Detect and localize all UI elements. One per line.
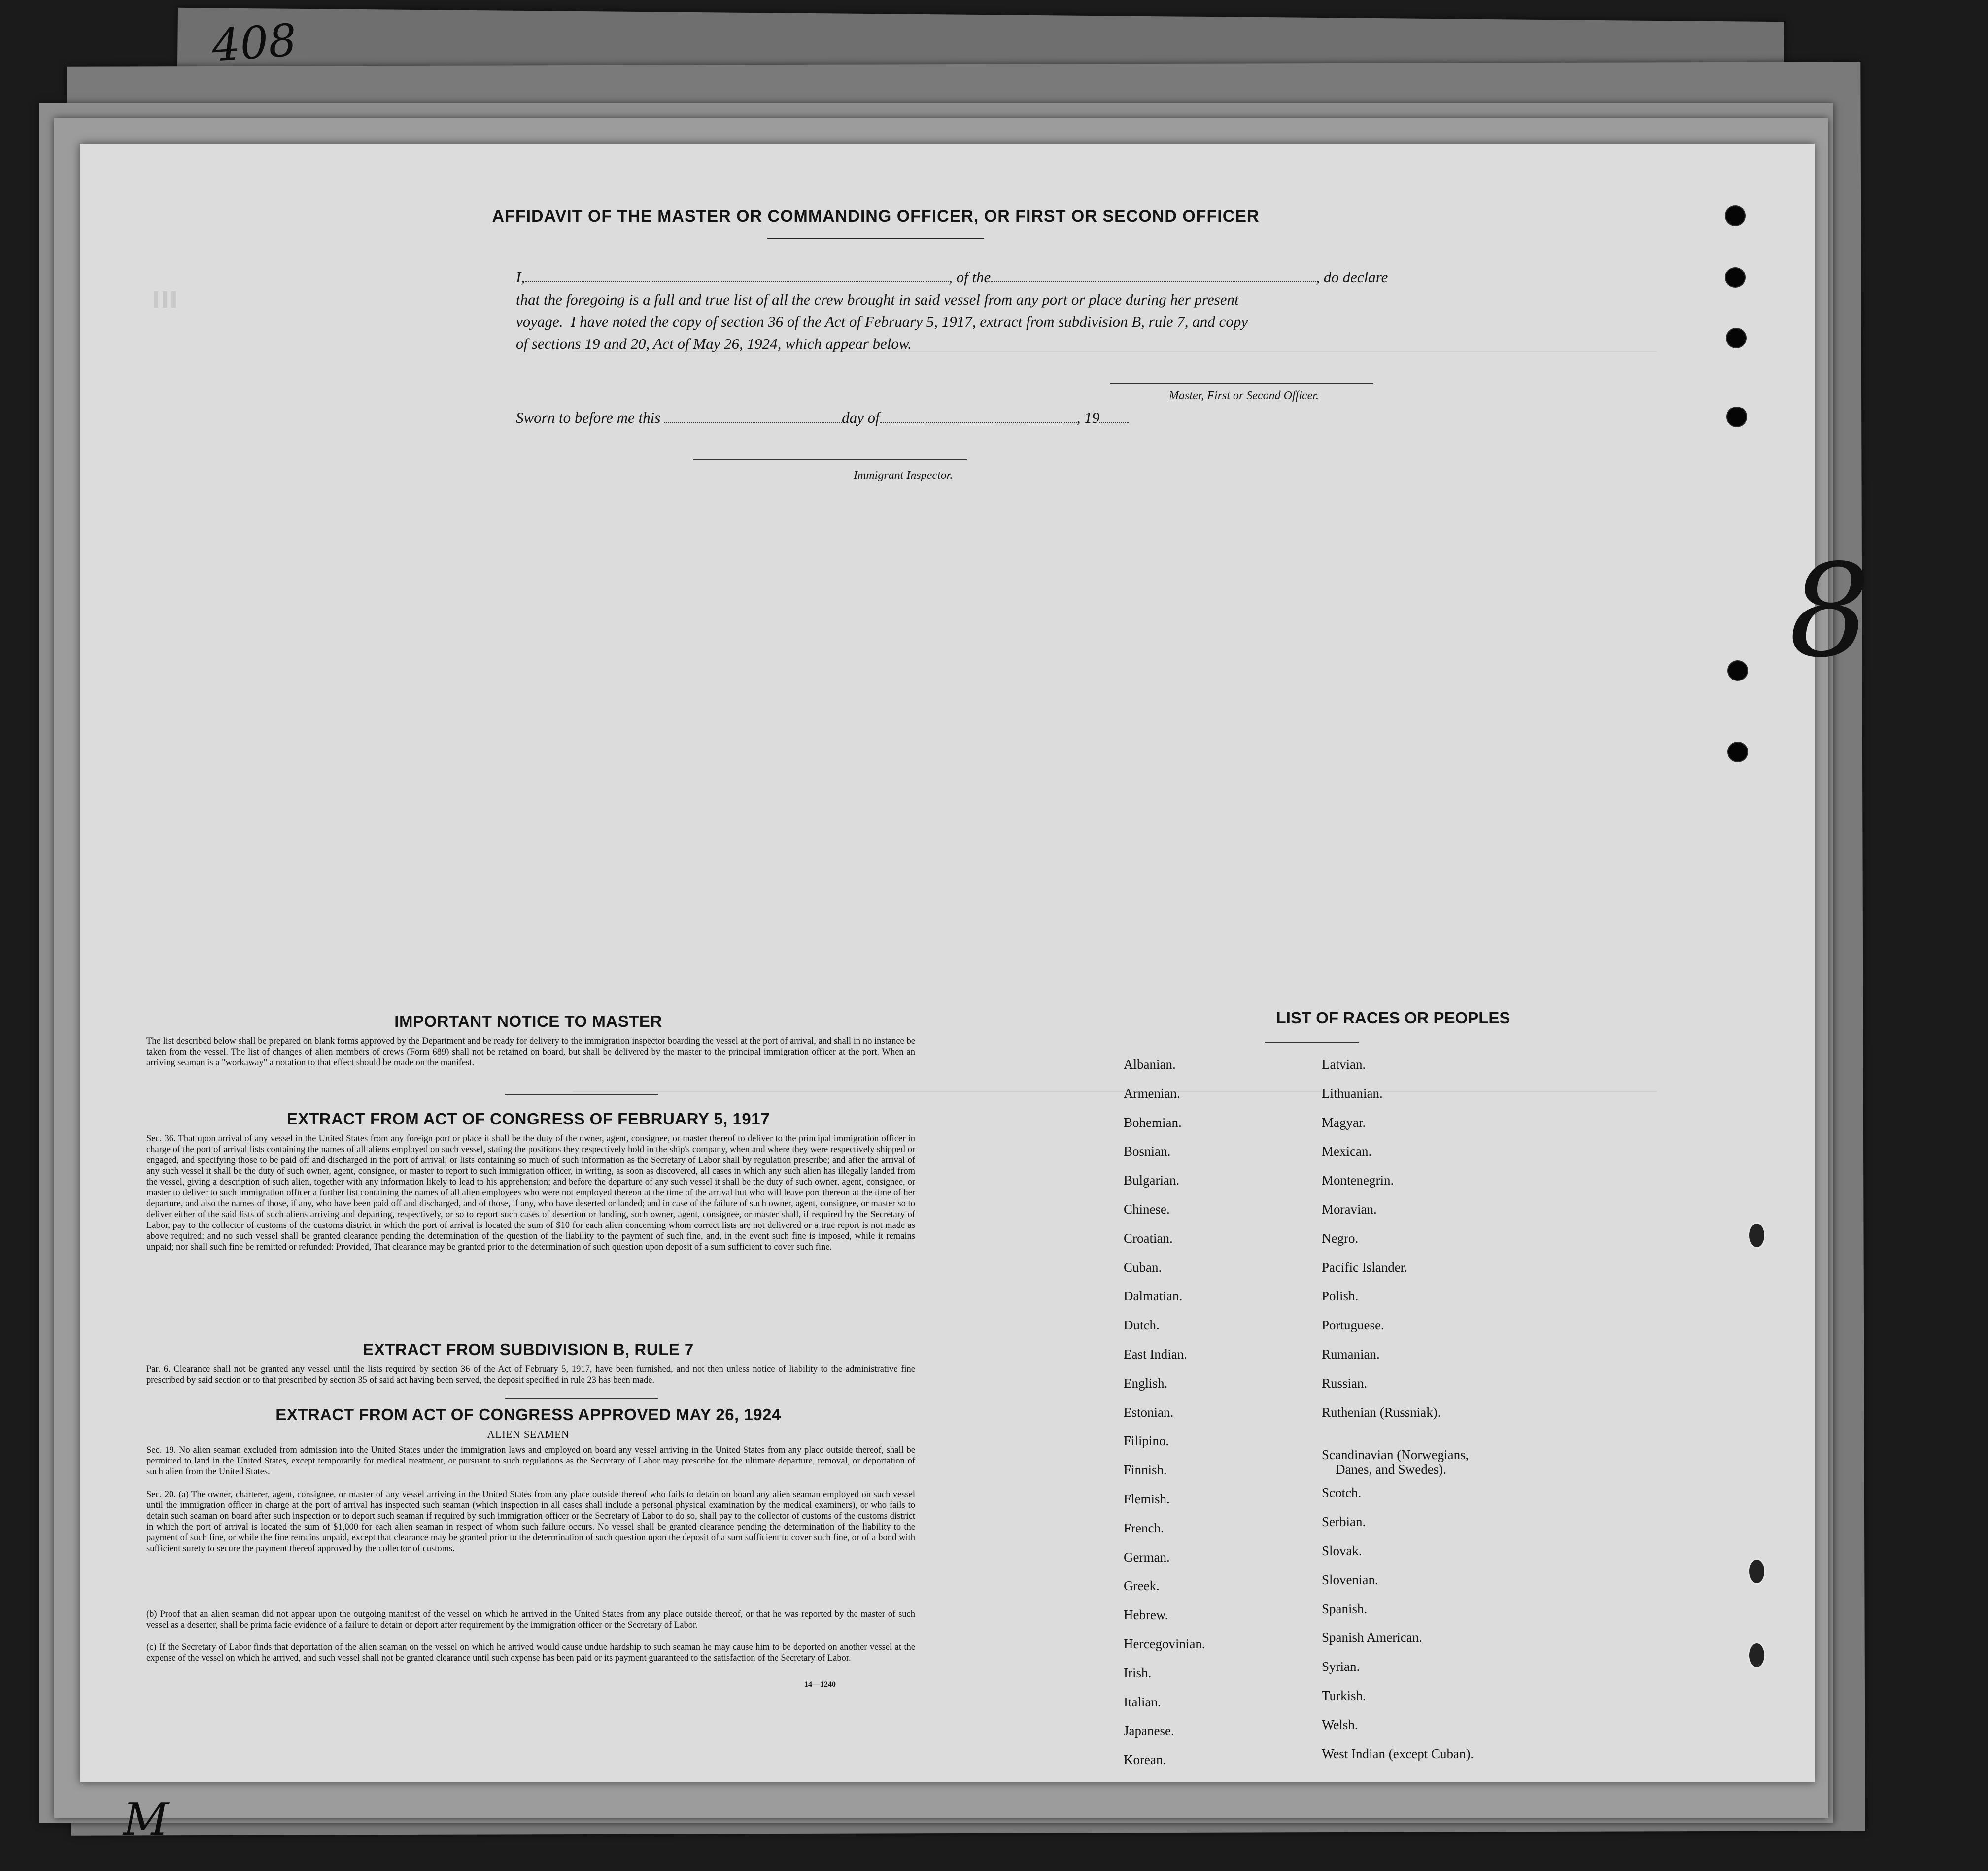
race-item: Albanian.: [1124, 1057, 1176, 1072]
race-item: Bulgarian.: [1124, 1173, 1180, 1188]
year-blank[interactable]: [1099, 422, 1129, 423]
race-item: Montenegrin.: [1322, 1173, 1394, 1188]
race-item: Lithuanian.: [1322, 1086, 1383, 1101]
race-item: Cuban.: [1124, 1259, 1162, 1275]
race-item: Polish.: [1322, 1289, 1359, 1304]
i-label: I,: [516, 269, 525, 286]
alien-seamen-subtitle: ALIEN SEAMEN: [487, 1429, 570, 1440]
punch-hole: [1728, 743, 1747, 761]
extract-rule7-body: Par. 6. Clearance shall not be granted any vessel until the lists required by section 36 of the Act of February 5, 1917, have been furnished, and not then unless notice of liability to the administrative fine prescribed by said section or to that prescribed by section 35 of said act having been served, the deposit specified in rule 23 has been made.: [146, 1364, 915, 1385]
race-item: Dutch.: [1124, 1318, 1160, 1333]
sworn-day-blank[interactable]: [664, 422, 842, 423]
bleed-through: [573, 351, 1657, 1092]
extract-1924-title: EXTRACT FROM ACT OF CONGRESS APPROVED MAY 26, 1924: [275, 1405, 781, 1424]
race-item: Turkish.: [1322, 1688, 1366, 1703]
punch-hole: [1727, 329, 1746, 347]
inspector-signature-label: Immigrant Inspector.: [854, 469, 953, 482]
handwritten-page-note: 408: [210, 14, 299, 72]
race-item: German.: [1124, 1549, 1170, 1565]
day-of-label: day of: [842, 409, 880, 426]
section-rule: [505, 1398, 658, 1399]
affidavit-title: AFFIDAVIT OF THE MASTER OR COMMANDING OFFICER, OR FIRST OR SECOND OFFICER: [492, 207, 1260, 226]
punch-hole: [1726, 206, 1745, 225]
race-item: Japanese.: [1124, 1723, 1174, 1738]
race-item: Greek.: [1124, 1578, 1160, 1594]
notice-title: IMPORTANT NOTICE TO MASTER: [394, 1012, 662, 1030]
punch-hole: [1728, 661, 1747, 680]
race-item: Slovak.: [1322, 1543, 1362, 1558]
extract-1924-sec20a: Sec. 20. (a) The owner, charterer, agent, consignee, or master of any vessel arriving in the United States from any place outside thereof who fails to detain on board any alien seaman employed on such vessel until the immigration officer in charge at the port of arrival has inspected such seaman (which inspection in all cases shall include a personal physical examination by the medical examiners), or who fails to detain such seaman on board after such inspection or to deport such seaman if required by such immigration officer or the Secretary of Labor to do so, shall pay to the collector of customs of the customs district in which the port of arrival is located the sum of $1,000 for each alien seaman in respect of whom such failure occurs. No vessel shall be granted clearance pending the determination of the liability to the payment of such fine, or while the fine remains unpaid, except that clearance may be granted prior to the determination of such question upon the deposit of a sum sufficient to cover such fine, or of a bond with sufficient surety to secure the payment thereof approved by the collector of customs.: [146, 1490, 915, 1554]
races-title: LIST OF RACES OR PEOPLES: [1276, 1009, 1510, 1027]
race-item: Rumanian.: [1322, 1347, 1380, 1361]
race-item: Hebrew.: [1124, 1607, 1168, 1623]
race-item: Chinese.: [1124, 1202, 1170, 1217]
race-item: French.: [1124, 1520, 1164, 1535]
extract-rule7-title: EXTRACT FROM SUBDIVISION B, RULE 7: [363, 1340, 694, 1359]
punch-hole: [1748, 1222, 1766, 1249]
race-item: Negro.: [1322, 1230, 1359, 1246]
notice-body: The list described below shall be prepared on blank forms approved by the Department and be ready for delivery to the immigration inspector boarding the vessel at the port of arrival, and shall in no instance be taken from the vessel. The list of changes of alien members of crews (Form 689) shall not be retained on board, but shall be delivered by the master to the principal immigration officer at the port. When an arriving seaman is a "workaway" a notation to that effect should be made on the manifest.: [146, 1036, 915, 1068]
form-number: 14—1240: [804, 1680, 836, 1689]
race-item: Hercegovinian.: [1124, 1636, 1205, 1651]
of-the-label: , of the: [949, 269, 991, 286]
race-item: Croatian.: [1124, 1230, 1173, 1246]
race-item: Portuguese.: [1322, 1318, 1384, 1333]
affidavit-page: [80, 144, 1815, 1782]
race-item: Finnish.: [1124, 1463, 1167, 1478]
race-item: Slovenian.: [1322, 1572, 1378, 1587]
name-blank[interactable]: [525, 281, 949, 282]
extract-1924-sec19: Sec. 19. No alien seaman excluded from admission into the United States under the immigration laws and employed on board any vessel arriving in the United States from any place outside thereof, shall be permitted to land in the United States, except temporarily for medical treatment, or pursuant to such regulations as the Secretary of Labor may prescribe for the ultimate departure, removal, or deportation of such alien from the United States.: [146, 1445, 915, 1477]
race-item: Mexican.: [1322, 1144, 1372, 1159]
title-rule: [767, 238, 984, 239]
race-item: Armenian.: [1124, 1086, 1180, 1101]
race-item: Syrian.: [1322, 1659, 1360, 1674]
race-item: Estonian.: [1124, 1404, 1174, 1420]
race-item: Scotch.: [1322, 1485, 1362, 1500]
extract-1917-body: Sec. 36. That upon arrival of any vessel in the United States from any foreign port or place it shall be the duty of the owner, agent, consignee, or master thereof to deliver to the principal immigration officer in charge of the port of arrival lists containing the names of all aliens employed on such vessel, stating the positions they respectively hold in the ship's company, when and where they were respectively shipped or engaged, and specifying those to be paid off and discharged in the port of arrival; or lists containing so much of such information as the Secretary of Labor shall by regulation prescribe; and after the arrival of any such vessel it shall be the duty of such owner, agent, consignee, or master to report to such immigration officer, in writing, as soon as discovered, all cases in which any such alien has illegally landed from the vessel, giving a description of such alien, together with any information likely to lead to his apprehension; and before the departure of any such vessel it shall be the duty of such owner, agent, consignee, or master to deliver to such immigration officer a further list containing the names of all alien employees who were not employed thereon at the time of the arrival but who will leave port thereon at the time of her departure, and also the names of those, if any, who have been paid off and discharged, and of those, if any, who have deserted or landed; and in case of the failure of such owner, agent, consignee, or master so to deliver either of the said lists of such aliens arriving and departing, respectively, or so to report such cases of desertion or landing, such owner, agent, consignee, or master shall, if required by the Secretary of Labor, pay to the collector of customs of the customs district in which the port of arrival is located the sum of $10 for each alien concerning whom correct lists are not delivered or a true report is not made as above required; and no such vessel shall be granted clearance pending the determination of the question of the liability to the payment of such fine, and, in the event such fine is imposed, while it remains unpaid; nor shall such fine be remitted or refunded: Provided, That clearance may be granted prior to the determination of such question upon deposit of a sum sufficient to cover such fine.: [146, 1134, 915, 1252]
race-item: Italian.: [1124, 1694, 1161, 1709]
master-signature-line[interactable]: [1110, 383, 1373, 384]
master-signature-label: Master, First or Second Officer.: [1169, 389, 1319, 402]
extract-1917-title: EXTRACT FROM ACT OF CONGRESS OF FEBRUARY 5, 1917: [287, 1110, 770, 1128]
race-item: Welsh.: [1322, 1717, 1358, 1732]
race-item: Magyar.: [1322, 1115, 1366, 1130]
race-item: Latvian.: [1322, 1057, 1366, 1072]
extract-1924-sec20c: (c) If the Secretary of Labor finds that deportation of the alien seaman on the vessel on which he arrived would cause undue hardship to such seaman he may cause him to be deported on another vessel at the expense of the vessel on which he arrived, and such vessel shall not be granted clearance until such expense has been paid or its payment guaranteed to the satisfaction of the Secretary of Labor.: [146, 1642, 915, 1663]
inspector-signature-line[interactable]: [693, 459, 967, 460]
handwritten-mark: M: [123, 1794, 169, 1845]
handwritten-number: 8: [1789, 537, 1871, 686]
races-rule: [1265, 1042, 1359, 1043]
vessel-blank[interactable]: [991, 281, 1316, 282]
race-item: Dalmatian.: [1124, 1289, 1183, 1304]
punch-hole: [1727, 408, 1746, 426]
race-item: Russian.: [1322, 1375, 1368, 1391]
punch-hole: [1748, 1642, 1766, 1668]
section-rule: [505, 1094, 658, 1095]
race-item: Moravian.: [1322, 1202, 1377, 1217]
affidavit-line-1: [516, 269, 1388, 286]
bleed-through: ▌▌▌: [154, 292, 181, 308]
affidavit-line-2: that the foregoing is a full and true list of all the crew brought in said vessel from any port or place during her present: [516, 291, 1239, 308]
race-item: Flemish.: [1124, 1492, 1170, 1506]
race-item: English.: [1124, 1375, 1168, 1391]
race-item: Filipino.: [1124, 1433, 1169, 1449]
race-item: Pacific Islander.: [1322, 1259, 1407, 1275]
affidavit-line-4: of sections 19 and 20, Act of May 26, 1924, which appear below.: [516, 335, 912, 352]
race-item: Spanish American.: [1322, 1630, 1422, 1645]
race-item: Danes, and Swedes).: [1336, 1462, 1446, 1477]
race-item: Serbian.: [1322, 1514, 1366, 1530]
race-item: Irish.: [1124, 1665, 1152, 1680]
race-item: Scandinavian (Norwegians,: [1322, 1447, 1469, 1463]
race-item: Bohemian.: [1124, 1115, 1182, 1130]
punch-hole: [1726, 268, 1745, 287]
race-item: East Indian.: [1124, 1347, 1187, 1361]
race-item: Korean.: [1124, 1752, 1166, 1768]
year-label: , 19: [1076, 409, 1100, 426]
punch-hole: [1748, 1558, 1766, 1585]
do-declare-label: , do declare: [1316, 269, 1388, 286]
affidavit-line-3: voyage. I have noted the copy of section 36 of the Act of February 5, 1917, extract from subdivision B, rule 7, and copy: [516, 313, 1248, 330]
race-item: Ruthenian (Russniak).: [1322, 1404, 1441, 1420]
sworn-month-blank[interactable]: [880, 422, 1077, 423]
extract-1924-sec20b: (b) Proof that an alien seaman did not appear upon the outgoing manifest of the vessel on which he arrived in the United States from any place outside thereof, or that he was reported by the master of such vessel as a deserter, shall be prima facie evidence of a failure to detain or deport after requirement by the immigration officer or the Secretary of Labor.: [146, 1609, 915, 1630]
race-item: West Indian (except Cuban).: [1322, 1746, 1474, 1761]
sworn-label: Sworn to before me this: [516, 409, 661, 426]
race-item: Bosnian.: [1124, 1144, 1171, 1159]
sworn-line: [516, 409, 1129, 427]
race-item: Spanish.: [1322, 1601, 1368, 1616]
